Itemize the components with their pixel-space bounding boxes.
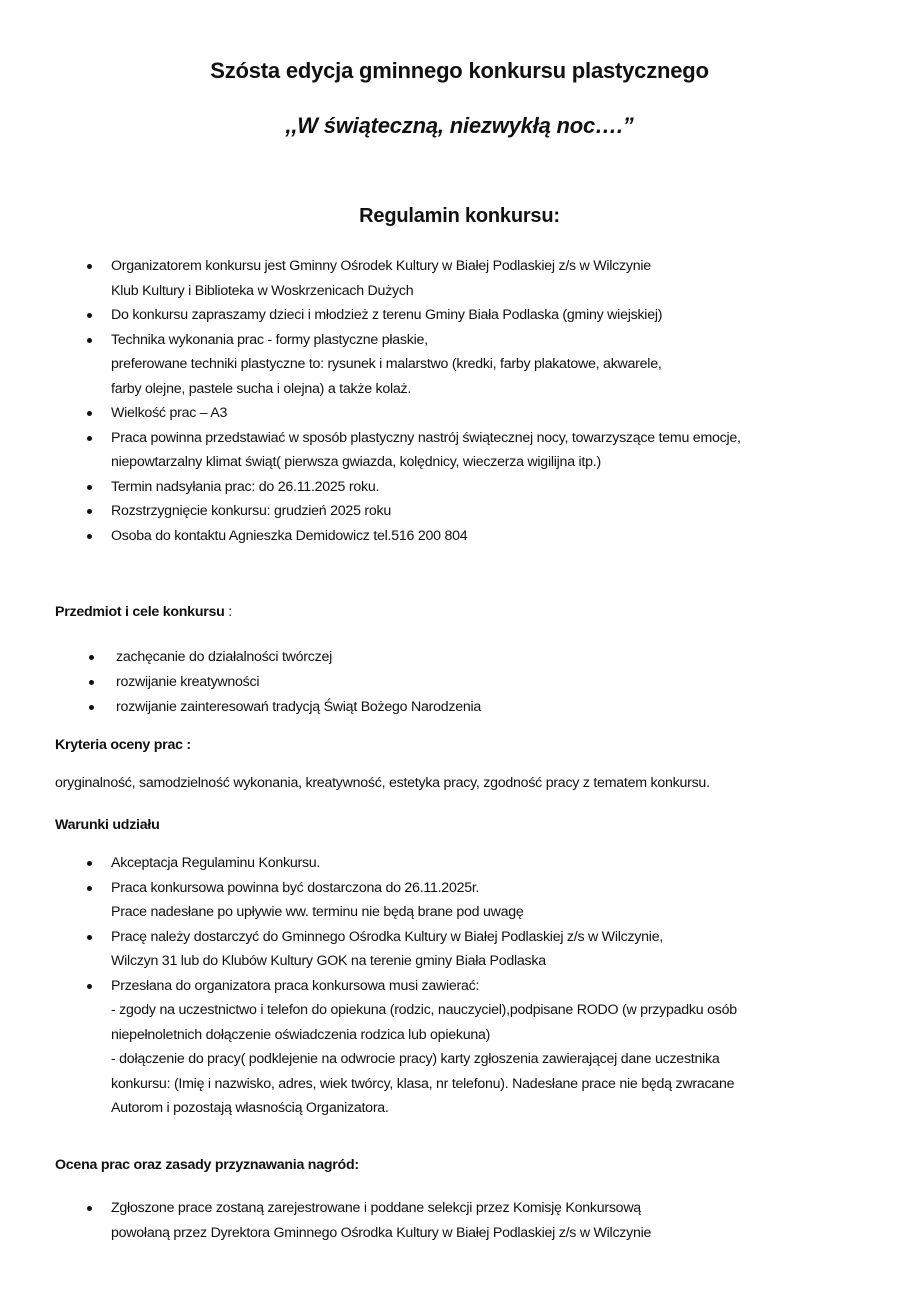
list-item: Praca konkursowa powinna być dostarczona do 26.11.2025r. Prace nadesłane po upływie ww. terminu nie będą brane pod uwagę bbox=[0, 876, 737, 925]
bullet-icon bbox=[87, 264, 92, 269]
list-item: Wielkość prac – A3 bbox=[0, 401, 741, 426]
bullet-icon bbox=[87, 411, 92, 416]
list-item: Przesłana do organizatora praca konkursowa musi zawierać: - zgody na uczestnictwo i telefon do opiekuna (rodzic, nauczyciel),podpisane RODO (w przypadku osób niepełnoletnich dołączenie oświadczenia rodzica lub opiekuna) - dołączenie do pracy( podklejenie na odwrocie pracy) karty zgłoszenia zawierającej dane uczestnika konkursu: (Imię i nazwisko, adres, wiek twórcy, klasa, nr telefonu). Nadesłane prace nie będą zwracane Autorom i pozostają własnością Organizatora. bbox=[0, 974, 737, 1121]
list-item: Zgłoszone prace zostaną zarejestrowane i poddane selekcji przez Komisję Konkursową powołaną przez Dyrektora Gminnego Ośrodka Kultury w Białej Podlaskiej z/s w Wilczynie bbox=[0, 1196, 651, 1245]
bullet-icon bbox=[87, 436, 92, 441]
list-item: rozwijanie zainteresowań tradycją Świąt Bożego Narodzenia bbox=[0, 695, 481, 720]
criteria-text: oryginalność, samodzielność wykonania, kreatywność, estetyka pracy, zgodność pracy z tematem konkursu. bbox=[55, 775, 710, 791]
list-item: Do konkursu zapraszamy dzieci i młodzież z terenu Gminy Biała Podlaska (gminy wiejskiej) bbox=[0, 303, 741, 328]
regulations-list bbox=[0, 254, 741, 548]
list-item: Osoba do kontaktu Agnieszka Demidowicz tel.516 200 804 bbox=[0, 524, 741, 549]
conditions-list bbox=[0, 851, 737, 1121]
bullet-icon bbox=[87, 534, 92, 539]
list-item: zachęcanie do działalności twórczej bbox=[0, 645, 481, 670]
list-item: Akceptacja Regulaminu Konkursu. bbox=[0, 851, 737, 876]
bullet-icon bbox=[87, 886, 92, 891]
list-item: Pracę należy dostarczyć do Gminnego Ośrodka Kultury w Białej Podlaskiej z/s w Wilczynie, Wilczyn 31 lub do Klubów Kultury GOK na terenie gminy Biała Podlaska bbox=[0, 925, 737, 974]
document-title: Szósta edycja gminnego konkursu plastycznego bbox=[210, 58, 709, 83]
bullet-icon bbox=[89, 680, 94, 685]
prizes-heading: Ocena prac oraz zasady przyznawania nagród: bbox=[55, 1157, 359, 1173]
bullet-icon bbox=[87, 1206, 92, 1211]
bullet-icon bbox=[87, 313, 92, 318]
bullet-icon bbox=[87, 935, 92, 940]
criteria-heading: Kryteria oceny prac : bbox=[55, 737, 191, 753]
list-item: Technika wykonania prac - formy plastyczne płaskie, preferowane techniki plastyczne to: rysunek i malarstwo (kredki, farby plakatowe, akwarele, farby olejne, pastele sucha i olejna) a także kolaż. bbox=[0, 328, 741, 402]
list-item: Praca powinna przedstawiać w sposób plastyczny nastrój świątecznej nocy, towarzyszące temu emocje, niepowtarzalny klimat świąt( pierwsza gwiazda, kolędnicy, wieczerza wigilijna itp.) bbox=[0, 426, 741, 475]
bullet-icon bbox=[89, 705, 94, 710]
list-item: Rozstrzygnięcie konkursu: grudzień 2025 roku bbox=[0, 499, 741, 524]
list-item: Organizatorem konkursu jest Gminny Ośrodek Kultury w Białej Podlaskiej z/s w Wilczynie Klub Kultury i Biblioteka w Woskrzenicach Dużych bbox=[0, 254, 741, 303]
regulations-heading: Regulamin konkursu: bbox=[359, 205, 560, 227]
goals-list bbox=[0, 645, 481, 720]
document-subtitle: ,,W świąteczną, niezwykłą noc….” bbox=[285, 113, 634, 138]
bullet-icon bbox=[87, 485, 92, 490]
list-item: Termin nadsyłania prac: do 26.11.2025 roku. bbox=[0, 475, 741, 500]
bullet-icon bbox=[87, 338, 92, 343]
bullet-icon bbox=[87, 984, 92, 989]
bullet-icon bbox=[89, 655, 94, 660]
bullet-icon bbox=[87, 509, 92, 514]
bullet-icon bbox=[87, 861, 92, 866]
list-item: rozwijanie kreatywności bbox=[0, 670, 481, 695]
goals-heading: Przedmiot i cele konkursu : bbox=[55, 604, 232, 620]
prizes-list bbox=[0, 1196, 651, 1245]
conditions-heading: Warunki udziału bbox=[55, 817, 160, 833]
